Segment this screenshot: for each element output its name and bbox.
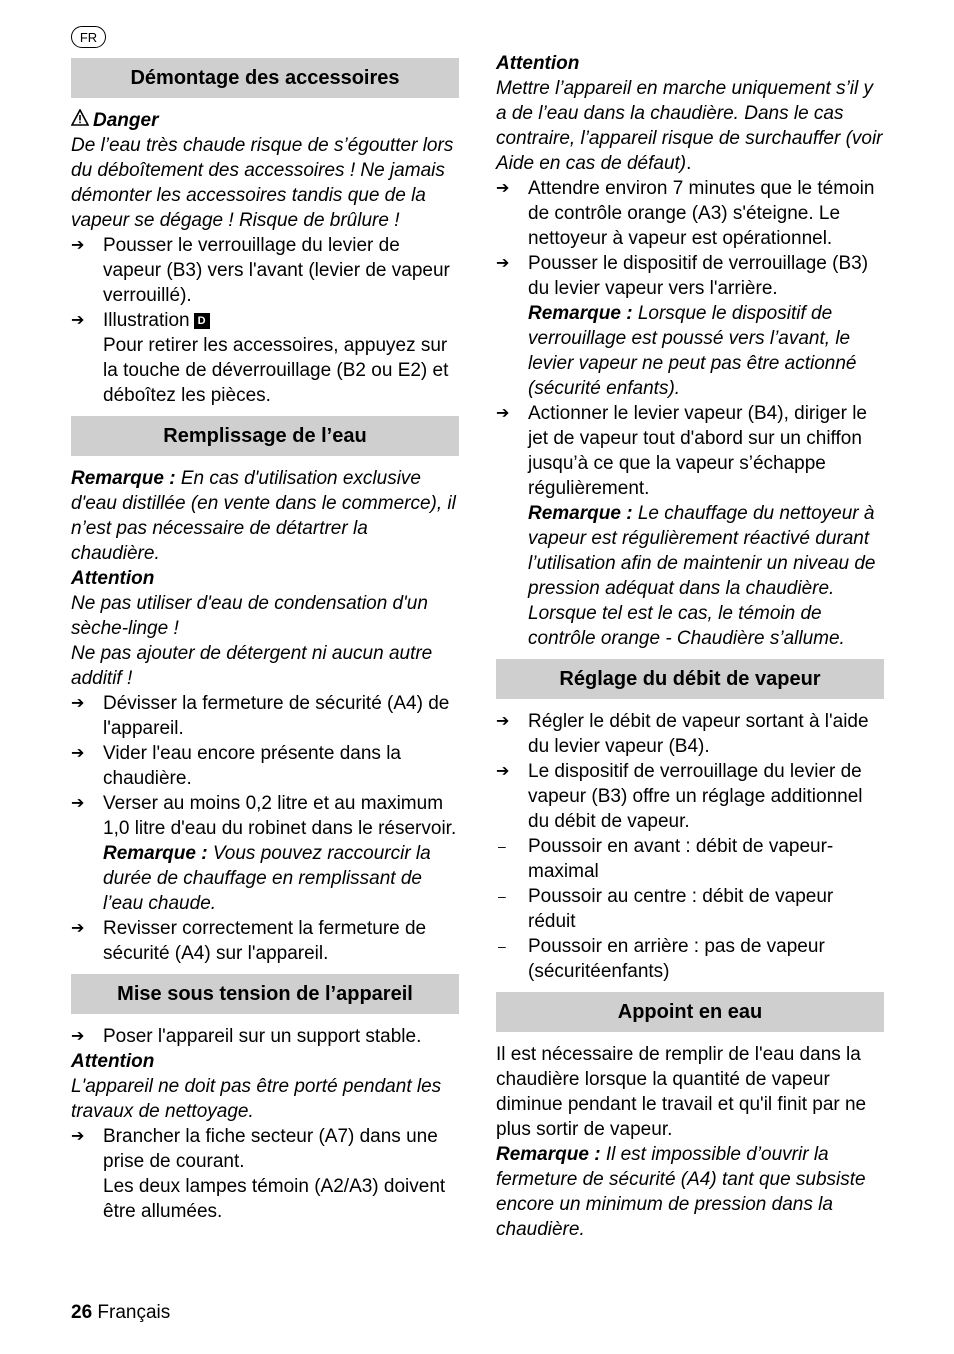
attention-text: L'appareil ne doit pas être porté pendant les travaux de nettoyage. xyxy=(71,1076,442,1122)
step xyxy=(71,1024,459,1049)
attention-label: Attention xyxy=(496,53,580,74)
step-text: Le dispositif de verrouillage du levier de vapeur (B3) offre un réglage additionnel du débit de vapeur. xyxy=(528,761,863,832)
remark-label: Remarque : xyxy=(528,503,633,524)
step-text: Régler le débit de vapeur sortant à l'aide du levier vapeur (B4). xyxy=(528,711,869,757)
illustration-label: Illustration xyxy=(103,310,190,331)
step-text: Pour retirer les accessoires, appuyez sur la touche de déverrouillage (B2 ou E2) et déboîtez les pièces. xyxy=(103,335,449,406)
arrow-right-icon: ➔ xyxy=(71,695,85,712)
step xyxy=(71,741,459,791)
footer-label: Français xyxy=(97,1302,171,1323)
step-text: Actionner le levier vapeur (B4), diriger le jet de vapeur tout d'abord sur un chiffon jusqu’à ce que la vapeur s’échappe régulièrement. xyxy=(528,403,867,499)
arrow-right-icon: ➔ xyxy=(496,763,510,780)
page-number: 26 xyxy=(71,1302,93,1323)
dash-bullet-icon: – xyxy=(498,888,506,904)
step xyxy=(71,233,459,308)
right-column xyxy=(496,51,884,1242)
warning-triangle-icon xyxy=(71,108,93,133)
language-badge: FR xyxy=(71,26,106,48)
dash-bullet-icon: – xyxy=(498,938,506,954)
attention-text-period: . xyxy=(686,153,692,174)
arrow-right-icon: ➔ xyxy=(71,1028,85,1045)
dash-bullet-icon: – xyxy=(498,838,506,854)
step xyxy=(496,251,884,401)
step-extra-text: Les deux lampes témoin (A2/A3) doivent être allumées. xyxy=(103,1176,446,1222)
step xyxy=(71,308,459,408)
dash-item xyxy=(496,834,884,884)
remark-label: Remarque : xyxy=(496,1144,601,1165)
attention-text: Ne pas ajouter de détergent ni aucun autre additif ! xyxy=(71,643,433,689)
dash-item xyxy=(496,884,884,934)
arrow-right-icon: ➔ xyxy=(71,795,85,812)
step-text: Attendre environ 7 minutes que le témoin de contrôle orange (A3) s'éteigne. Le nettoyeur à vapeur est opérationnel. xyxy=(528,178,875,249)
danger-heading xyxy=(71,108,459,133)
arrow-right-icon: ➔ xyxy=(496,405,510,422)
section-header-appoint: Appoint en eau xyxy=(496,992,884,1032)
section-header-mise-sous-tension: Mise sous tension de l’appareil xyxy=(71,974,459,1014)
arrow-right-icon: ➔ xyxy=(496,255,510,272)
step-text: Revisser correctement la fermeture de sécurité (A4) sur l'appareil. xyxy=(103,918,427,964)
dash-text: Poussoir en arrière : pas de vapeur (sécuritéenfants) xyxy=(528,936,825,982)
step xyxy=(496,759,884,834)
remark xyxy=(71,466,459,566)
arrow-right-icon: ➔ xyxy=(71,745,85,762)
section-header-remplissage: Remplissage de l’eau xyxy=(71,416,459,456)
attention-text xyxy=(496,76,884,176)
step-text: Verser au moins 0,2 litre et au maximum 1,0 litre d'eau du robinet dans le réservoir. xyxy=(103,793,457,839)
step xyxy=(496,176,884,251)
dash-text: Poussoir en avant : débit de vapeur-maximal xyxy=(528,836,834,882)
remark-label: Remarque : xyxy=(71,468,176,489)
remark-label: Remarque : xyxy=(103,843,208,864)
remark-text: Il est impossible d’ouvrir la fermeture de sécurité (A4) tant que subsiste encore un minimum de pression dans la chaudière. xyxy=(496,1144,866,1240)
attention-label: Attention xyxy=(71,1051,155,1072)
danger-label: Danger xyxy=(93,110,159,131)
remark-text: En cas d'utilisation exclusive d'eau distillée (en vente dans le commerce), il n’est pas nécessaire de détartrer la chaudière. xyxy=(71,468,456,564)
dash-item xyxy=(496,934,884,984)
remark-text: Vous pouvez raccourcir la durée de chauffage en remplissant de l’eau chaude. xyxy=(103,843,431,914)
step-text: Pousser le dispositif de verrouillage (B3) du levier vapeur vers l'arrière. xyxy=(528,253,869,299)
paragraph: Il est nécessaire de remplir de l'eau dans la chaudière lorsque la quantité de vapeur diminue pendant le travail et qu'il finit par ne plus sortir de vapeur. xyxy=(496,1044,867,1140)
arrow-right-icon: ➔ xyxy=(71,1128,85,1145)
step-text: Dévisser la fermeture de sécurité (A4) de l'appareil. xyxy=(103,693,450,739)
step xyxy=(496,401,884,651)
section-header-reglage-debit: Réglage du débit de vapeur xyxy=(496,659,884,699)
illustration-d-icon: D xyxy=(194,313,210,329)
arrow-right-icon: ➔ xyxy=(71,237,85,254)
step-text: Poser l'appareil sur un support stable. xyxy=(103,1026,422,1047)
attention-text-italic: Mettre l’appareil en marche uniquement s’il y a de l’eau dans la chaudière. Dans le cas contraire, l’appareil risque de surchauffer (voir Aide en cas de défaut) xyxy=(496,78,883,174)
section-header-demontage: Démontage des accessoires xyxy=(71,58,459,98)
step xyxy=(71,791,459,916)
step xyxy=(71,916,459,966)
arrow-right-icon: ➔ xyxy=(71,920,85,937)
page-footer xyxy=(71,1302,170,1324)
left-column xyxy=(71,51,459,1224)
attention-text: Ne pas utiliser d'eau de condensation d'un sèche-linge ! xyxy=(71,593,428,639)
remark xyxy=(496,1142,884,1242)
danger-text: De l’eau très chaude risque de s’égoutter lors du déboîtement des accessoires ! Ne jamais démonter les accessoires tandis que de la vapeur se dégage ! Risque de brûlure ! xyxy=(71,135,454,231)
arrow-right-icon: ➔ xyxy=(496,713,510,730)
remark-text: Lorsque le dispositif de verrouillage est poussé vers l’avant, le levier vapeur ne peut pas être actionné (sécurité enfants). xyxy=(528,303,857,399)
step-text: Brancher la fiche secteur (A7) dans une prise de courant. xyxy=(103,1126,438,1172)
step-text: Pousser le verrouillage du levier de vapeur (B3) vers l'avant (levier de vapeur verrouillé). xyxy=(103,235,450,306)
dash-text: Poussoir au centre : débit de vapeur réduit xyxy=(528,886,834,932)
attention-label: Attention xyxy=(71,568,155,589)
step-text: Vider l'eau encore présente dans la chaudière. xyxy=(103,743,401,789)
step xyxy=(71,691,459,741)
step xyxy=(71,1124,459,1224)
step xyxy=(496,709,884,759)
remark-label: Remarque : xyxy=(528,303,633,324)
remark-text: Le chauffage du nettoyeur à vapeur est régulièrement réactivé durant l’utilisation afin de maintenir un niveau de pression adéquat dans la chaudière. Lorsque tel est le cas, le témoin de contrôle orange - Chaudière s’allume. xyxy=(528,503,876,649)
arrow-right-icon: ➔ xyxy=(71,312,85,329)
arrow-right-icon: ➔ xyxy=(496,180,510,197)
